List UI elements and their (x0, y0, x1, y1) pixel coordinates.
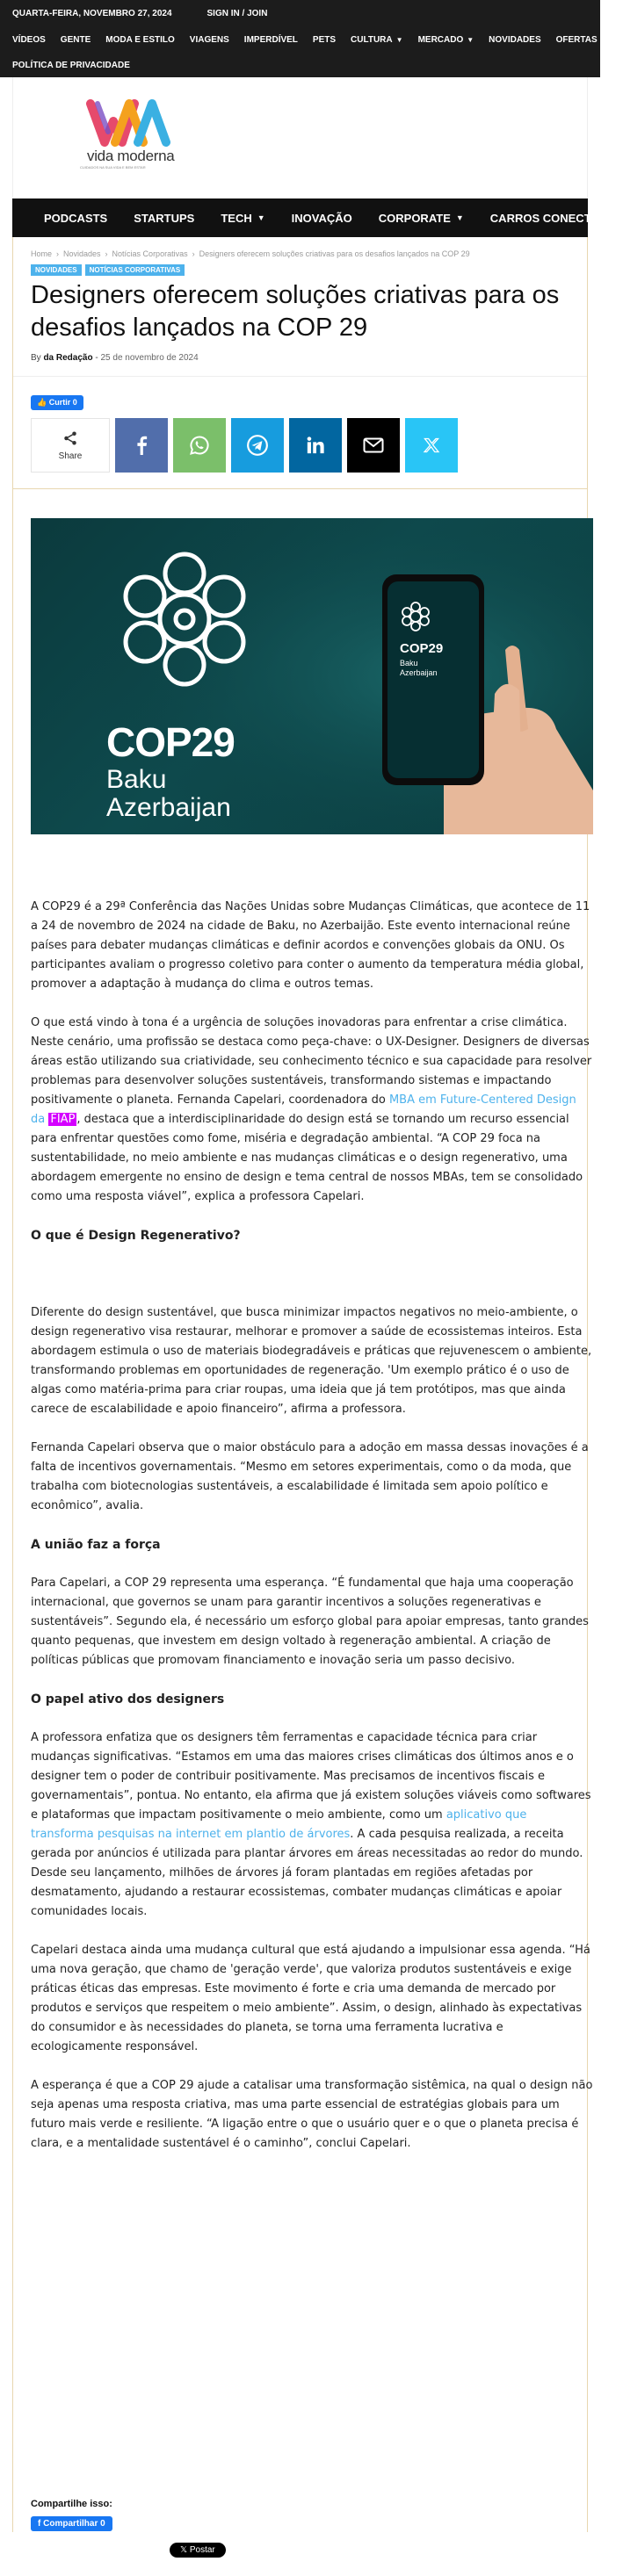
facebook-icon (135, 436, 148, 455)
telegram-icon (246, 434, 269, 457)
hero-cop29-text: COP29 (106, 719, 235, 765)
byline: By da Redação - 25 de novembro de 2024 (31, 353, 199, 363)
top-bar (0, 0, 600, 77)
top-nav-ofertas[interactable]: OFERTAS (555, 34, 598, 45)
article-container (12, 237, 593, 2555)
nav-corporate[interactable]: CORPORATE ▼ (378, 211, 464, 225)
paragraph: A COP29 é a 29ª Conferência das Nações Unidas sobre Mudanças Climáticas, que acontece de 11 a 24 de novembro de 2024 na cidade de Baku, no Azerbaijão. Este evento internacional reúne países para debater mudanças climáticas e definir acordos e convenções globais da ONU. Os participantes avaliam o progresso coletivo para conter o aumento da temperatura média global, promover a adaptação à mudança do clima e outros temas. (31, 900, 590, 991)
category-noticias-corporativas[interactable]: NOTÍCIAS CORPORATIVAS (85, 264, 185, 276)
signin-link[interactable]: SIGN IN / JOIN (206, 8, 268, 18)
top-nav-cultura[interactable]: CULTURA ▼ (351, 34, 403, 45)
chevron-down-icon: ▼ (455, 213, 464, 222)
breadcrumb-novidades[interactable]: Novidades (63, 249, 101, 258)
thumbs-up-icon: 👍 (37, 398, 47, 407)
share-x[interactable] (405, 418, 458, 473)
breadcrumb-noticias[interactable]: Notícias Corporativas (112, 249, 188, 258)
paragraph: Diferente do design sustentável, que busca minimizar impactos negativos no meio-ambiente, o design regenerativo visa restaurar, melhorar e promover a saúde de ecossistemas inteiros. Esta abordagem estimula o uso de materiais biodegradáveis e práticas que rejuvenescem o ambiente, transformando problemas em oportunidades de regeneração. 'Um exemplo prático é o uso de algas como matéria-prima para criar roupas, uma ideia que já tem protótipos, mas que ainda carece de escalabilidade e apoio financeiro”, afirma a professora. (31, 1306, 592, 1416)
mba-link[interactable]: MBA em Future-Centered Design da FIAP (31, 1093, 576, 1126)
share-bar (31, 418, 458, 473)
facebook-share-button[interactable]: f Compartilhar 0 (31, 2516, 112, 2531)
breadcrumb: Home › Novidades › Notícias Corporativas › Designers oferecem soluções criativas para os desafios lançados na COP 29 (31, 249, 470, 258)
share-linkedin[interactable] (289, 418, 342, 473)
divider (13, 488, 587, 489)
whatsapp-icon (189, 435, 210, 456)
section-heading: O papel ativo dos designers (31, 1692, 225, 1707)
author-link[interactable]: da Redação (43, 353, 93, 363)
paragraph: Fernanda Capelari observa que o maior obstáculo para a adoção em massa dessas inovações é a falta de incentivos governamentais. “Mesmo em setores experimentais, como o da moda, que trabalha com biotecnologias sustentáveis, a escalabilidade é limitada sem apoio político e econômico”, avalia. (31, 1441, 589, 1512)
main-nav (12, 198, 623, 237)
tree-app-link[interactable]: aplicativo que transforma pesquisas na internet em plantio de árvores (31, 1808, 527, 1841)
email-icon (363, 437, 384, 453)
facebook-like-button[interactable]: 👍 Curtir 0 (31, 395, 83, 410)
chevron-down-icon: ▼ (257, 213, 265, 222)
top-nav-imperdivel[interactable]: IMPERDÍVEL (243, 34, 298, 45)
share-icon (62, 430, 78, 446)
article-title: Designers oferecem soluções criativas para os desafios lançados na COP 29 (31, 281, 560, 342)
top-nav-pets[interactable]: PETS (312, 34, 337, 45)
x-icon: 𝕏 (180, 2545, 188, 2555)
facebook-icon: f (38, 2519, 41, 2529)
nav-inovacao[interactable]: INOVAÇÃO (291, 211, 352, 225)
phone-location-text: Baku Azerbaijan (400, 659, 438, 677)
top-nav-mercado[interactable]: MERCADO ▼ (417, 34, 474, 45)
paragraph: Capelari destaca ainda uma mudança cultural que está ajudando a impulsionar essa agenda. “Há uma nova geração, que chamo de 'geração verde', que valoriza produtos sustentáveis e exige práticas éticas das empresas. Este movimento é forte e cria uma demanda de mercado por produtos e serviços que respeitem o meio ambiente”. Assim, o design, alinhado às expectativas do consumidor e às necessidades do planeta, se torna uma ferramenta lucrativa e ecologicamente responsável. (31, 1944, 590, 2053)
share-button[interactable]: Share (31, 418, 110, 473)
top-nav (0, 26, 600, 53)
paragraph: O que está vindo à tona é a urgência de soluções inovadoras para enfrentar a crise climática. Neste cenário, uma profissão se destaca como peça-chave: o UX-Designer. Designers de diversas áreas estão utilizando sua criatividade, seu conhecimento técnico e sua capacidade para resolver problemas para desenvolver soluções sustentáveis, transformando sistemas e impactando positivamente o planeta. Fernanda Capelari, coordenadora do MBA em Future-Centered Design da FIAP , destaca que a interdisciplinaridade do design está se tornando um recurso essencial para enfrentar questões como fome, miséria e degradação ambiental. “A COP 29 foca na sustentabilidade, no meio ambiente e nas mudanças climáticas e o design regenerativo, uma abordagem emergente no ensino de design e tema central de nossos MBAs, tem se consolidado como uma resposta viável”, explica a professora Capelari. (31, 1016, 592, 1203)
logo-tagline: CUIDADOS NA SUA VIDA E BEM ESTAR (80, 165, 146, 170)
paragraph: A professora enfatiza que os designers têm ferramentas e capacidade técnica para criar mudanças significativas. “Estamos em uma das maiores crises climáticas dos últimos anos e o designer tem o poder de contribuir positivamente. Mas precisamos de incentivos fiscais e governamentais”, pontua. No entanto, ela afirma que já existem soluções viáveis como softwares e plataformas que impactam positivamente o meio ambiente, como um aplicativo que transforma pesquisas na internet em plantio de árvores. A cada pesquisa realizada, a receita gerada por anúncios é utilizada para plantar árvores em áreas necessitadas ao redor do mundo. Desde seu lançamento, milhões de árvores já foram plantadas em regiões afetadas por desmatamento, ajudando a restaurar ecossistemas, combater mudanças climáticas e apoiar comunidades locais. (31, 1731, 591, 1918)
nav-podcasts[interactable]: PODCASTS (44, 211, 108, 225)
breadcrumb-home[interactable]: Home (31, 249, 53, 258)
article-body (31, 898, 593, 2173)
section-heading: A união faz a força (31, 1538, 161, 1552)
nav-startups[interactable]: STARTUPS (134, 211, 195, 225)
breadcrumb-current: Designers oferecem soluções criativas para os desafios lançados na COP 29 (199, 249, 470, 258)
category-novidades[interactable]: NOVIDADES (31, 264, 82, 276)
top-nav-videos[interactable]: VÍDEOS (12, 34, 46, 45)
linkedin-icon (306, 436, 325, 455)
share-telegram[interactable] (231, 418, 284, 473)
category-tags (31, 264, 185, 276)
hero-location-text: Baku Azerbaijan (106, 765, 231, 822)
privacy-policy-link[interactable]: POLÍTICA DE PRIVACIDADE (12, 60, 130, 70)
nav-tech[interactable]: TECH ▼ (221, 211, 265, 225)
top-nav-viagens[interactable]: VIAGENS (189, 34, 229, 45)
top-nav-novidades[interactable]: NOVIDADES (489, 34, 541, 45)
paragraph: Para Capelari, a COP 29 representa uma esperança. “É fundamental que haja uma cooperação internacional, que governos se unam para garantir incentivos a soluções regenerativas e sustentáveis”. Segundo ela, é necessário um esforço global para apoiar empresas, tanto grandes quanto pequenas, que investem em design voltado à regeneração ambiental. A criação de políticas públicas que promovam financiamento e inovação seria um passo decisivo. (31, 1577, 589, 1667)
chevron-down-icon: ▼ (467, 35, 474, 44)
paragraph: A esperança é que a COP 29 ajude a catalisar uma transformação sistêmica, na qual o design não seja apenas uma resposta criativa, mas uma parte essencial de estratégias globais para um futuro mais verde e resiliente. “A ligação entre o que o usuário quer e o que o planeta precisa é clara, e a mentalidade sustentável é o caminho”, conclui Capelari. (31, 2079, 593, 2150)
header-logo-area (12, 77, 588, 198)
phone-cop29-text: COP29 (400, 641, 444, 656)
footer-share (31, 2499, 215, 2555)
publish-date: 25 de novembro de 2024 (100, 353, 199, 363)
hero-image (31, 518, 593, 834)
chevron-down-icon: ▼ (395, 35, 403, 44)
top-nav-moda[interactable]: MODA E ESTILO (105, 34, 175, 45)
share-email[interactable] (347, 418, 400, 473)
share-facebook[interactable] (115, 418, 168, 473)
nav-carros-conectados[interactable]: CARROS CONECTADOS (489, 211, 623, 225)
share-label: Compartilhe isso: (31, 2499, 112, 2509)
x-icon (423, 437, 440, 454)
x-post-button[interactable]: 𝕏 Postar (170, 2543, 226, 2558)
divider (13, 376, 587, 377)
share-whatsapp[interactable] (173, 418, 226, 473)
top-nav-gente[interactable]: GENTE (60, 34, 91, 45)
logo-text: vida moderna (87, 148, 175, 164)
section-heading: O que é Design Regenerativo? (31, 1229, 241, 1243)
current-date: QUARTA-FEIRA, NOVEMBRO 27, 2024 (12, 8, 172, 18)
